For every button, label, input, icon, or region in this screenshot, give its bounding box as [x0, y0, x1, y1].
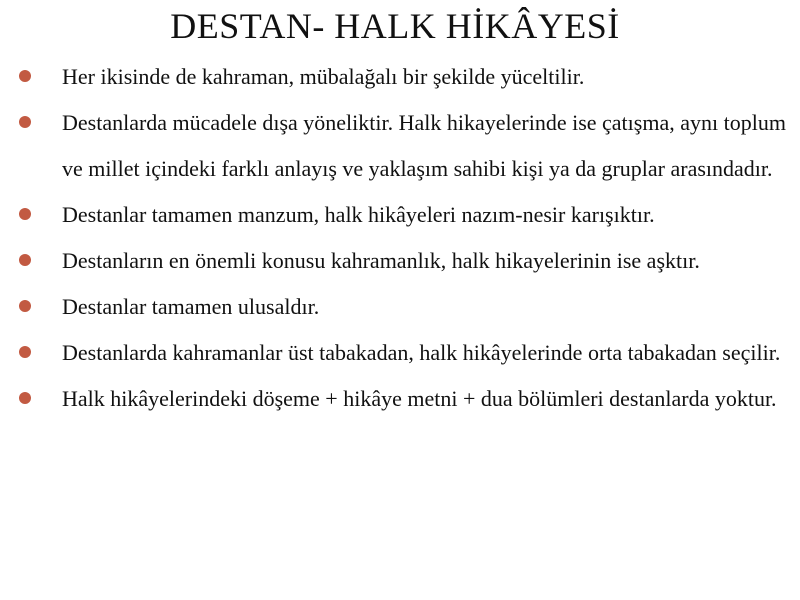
bullet-text: Destanlar tamamen manzum, halk hikâyeleri nazım-nesir karışıktır. — [62, 202, 655, 227]
bullet-text: Destanlar tamamen ulusaldır. — [62, 294, 320, 319]
bullet-dot-icon — [19, 254, 31, 266]
bullet-list — [0, 54, 800, 422]
bullet-item — [0, 284, 800, 330]
bullet-item — [0, 192, 800, 238]
bullet-item — [0, 100, 800, 192]
bullet-dot-icon — [19, 346, 31, 358]
bullet-dot-icon — [19, 300, 31, 312]
bullet-dot-icon — [19, 116, 31, 128]
bullet-item — [0, 376, 800, 422]
bullet-item — [0, 54, 800, 100]
bullet-dot-icon — [19, 208, 31, 220]
bullet-dot-icon — [19, 392, 31, 404]
bullet-item — [0, 238, 800, 284]
bullet-text: Destanların en önemli konusu kahramanlık, halk hikayelerinin ise aşktır. — [62, 248, 700, 273]
bullet-text: Halk hikâyelerindeki döşeme + hikâye metni + dua bölümleri destanlarda yoktur. — [62, 386, 777, 411]
bullet-text: Destanlarda kahramanlar üst tabakadan, halk hikâyelerinde orta tabakadan seçilir. — [62, 340, 781, 365]
slide-title: DESTAN- HALK HİKÂYESİ — [170, 6, 620, 46]
bullet-text: Destanlarda mücadele dışa yöneliktir. Halk hikayelerinde ise çatışma, aynı toplum ve millet içindeki farklı anlayış ve yaklaşım sahibi kişi ya da gruplar arasındadır. — [62, 110, 786, 181]
bullet-text: Her ikisinde de kahraman, mübalağalı bir şekilde yüceltilir. — [62, 64, 585, 89]
bullet-dot-icon — [19, 70, 31, 82]
bullet-item — [0, 330, 800, 376]
